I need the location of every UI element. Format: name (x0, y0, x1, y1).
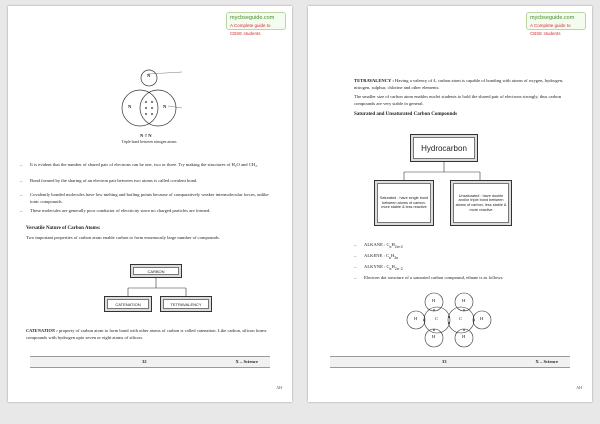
section-text: Two important properties of carbon atom enable carbon to form enormously large number of compounds. (26, 235, 220, 240)
atom-label-h: H (432, 334, 436, 339)
atom-label-right: N (163, 104, 167, 109)
figure-caption: Triple bond between nitrogen atoms (121, 140, 177, 144)
formula-alkane: – ALKANE : $C_nH_{2n+2}$ (354, 242, 403, 249)
right-page (308, 6, 592, 402)
footer-subject: X – Science (235, 359, 258, 364)
page-footer (30, 356, 270, 368)
atom-label-top: N (147, 73, 151, 78)
tetravalency-text: Having a valency of 4, carbon atom is capable of bonding with atoms of oxygen, hydrogen, nitrogen, sulphur, chlorine and other elements. (354, 78, 564, 90)
ethane-intro: – Electron dot structure of a saturated carbon compound, ethane is as follows: (354, 275, 504, 280)
bullet-item: – It is evident that the number of shared pair of electrons can be one, two or three. Try making the structures of H₂O and CH₄. (20, 162, 258, 167)
logo-title: mycbseguide.com (230, 15, 275, 21)
hydrocarbon-root-box: Hydrocarbon (410, 134, 478, 162)
section-heading: Versatile Nature of Carbon Atoms: (26, 226, 101, 231)
carbon-diagram-connectors (8, 6, 292, 402)
atom-label-h: H (480, 316, 484, 321)
catenation-text: property of carbon atom to form bond with other atoms of carbon is called catenation. Like carbon, silicon forms compounds with hydrogen upto seven or eight atoms of silicon. (26, 328, 267, 340)
logo-title: mycbseguide.com (530, 15, 575, 21)
catenation-lead: CATENATION : (26, 328, 58, 333)
diagram-root-box: CARBON (130, 264, 182, 278)
atom-label-h: H (414, 316, 418, 321)
section-heading: Saturated and Unsaturated Carbon Compounds (354, 112, 458, 117)
formula-alkyne: – ALKYNE : $C_nH_{2n-2}$ (354, 264, 403, 271)
formula-alkene: – ALKENE : $C_nH_{2n}$ (354, 253, 399, 260)
left-page (8, 6, 292, 402)
footer-subject: X – Science (535, 359, 558, 364)
molecule-label: N ≡ N (140, 133, 152, 138)
unsaturated-box: Unsaturated : have double and/or triple bond between atoms of carbon, less stable & more reactive (450, 180, 512, 226)
bullet-item: – Bond formed by the sharing of an electron pair between two atoms is called covalent bond. (20, 178, 198, 183)
saturated-box: Saturated : have single bond between atoms of carbon, more stable & less reactive (374, 180, 434, 226)
atom-label-h: H (462, 298, 466, 303)
bullet-item: – Covalently bonded molecules have low melting and boiling points because of comparatively weaker intermolecular forces, unlike ionic compounds. (20, 192, 269, 204)
page-footer (330, 356, 570, 368)
corner-mark: AH (276, 385, 282, 390)
logo-tagline: A Complete guide to CBSE students (530, 23, 571, 36)
diagram-left-box: CATENATION (104, 296, 152, 312)
atom-label-h: H (462, 334, 466, 339)
atom-label-left: N (128, 104, 132, 109)
ethane-dot-structure (404, 288, 504, 352)
atom-label-c: C (459, 316, 463, 321)
bullet-item: – These molecules are generally poor conductor of electricity since no charged particles are formed. (20, 208, 211, 213)
diagram-right-box: TETRAVALENCY (160, 296, 212, 312)
corner-mark: AH (576, 385, 582, 390)
page-number: 32 (142, 359, 147, 364)
logo-tagline: A Complete guide to CBSE students (230, 23, 271, 36)
tetravalency-lead: TETRAVALENCY : (354, 78, 394, 83)
atom-label-h: H (432, 298, 436, 303)
catenation-paragraph (26, 328, 276, 341)
atom-label-c: C (435, 316, 439, 321)
page-number: 33 (442, 359, 447, 364)
tetravalency-paragraph-2: The smaller size of carbon atom enables nuclei students to hold the shared pair of electrons strongly, thus carbon compounds are very stable in general. (354, 94, 561, 106)
